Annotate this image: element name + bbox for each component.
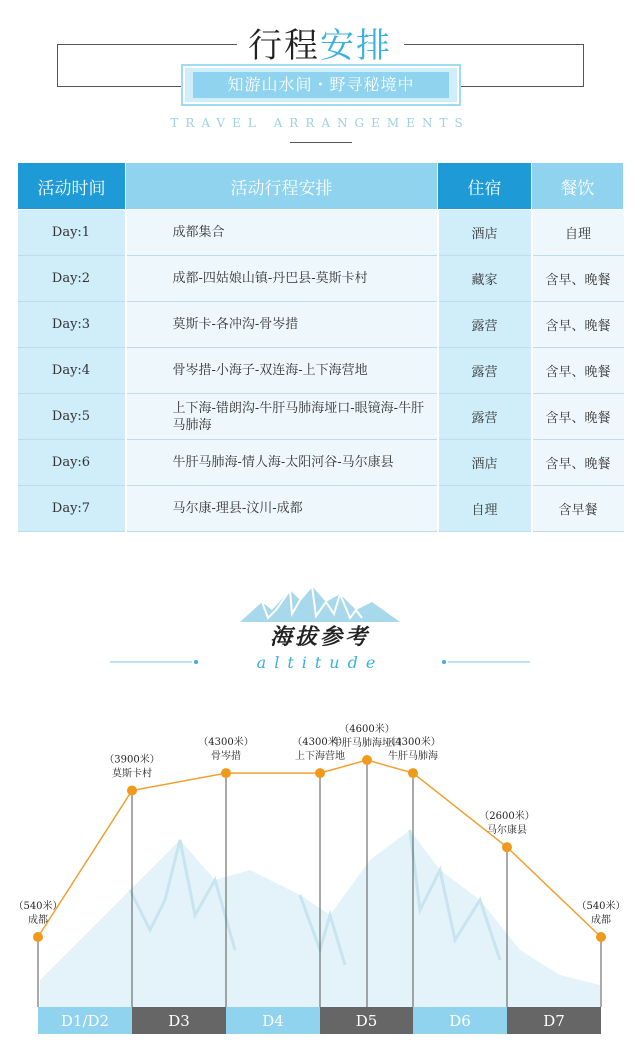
meal-cell: 含早、晚餐: [532, 440, 624, 486]
activity-cell: 马尔康-理县-汶川-成都: [126, 486, 438, 532]
altitude-value-label: （3900米）: [104, 754, 160, 766]
activity-cell: 牛肝马肺海-情人海-太阳河谷-马尔康县: [126, 440, 438, 486]
altitude-place-label: 马尔康县: [487, 825, 527, 837]
altitude-title: 海拔参考: [269, 624, 370, 650]
meal-cell: 自理: [532, 210, 624, 256]
day-label: D6: [449, 1012, 471, 1030]
altitude-place-label: 成都: [591, 915, 611, 926]
table-row: [18, 302, 624, 348]
stay-cell: 酒店: [438, 440, 532, 486]
altitude-place-label: 成都: [28, 915, 48, 926]
day-label: D7: [543, 1012, 565, 1030]
slogan-ribbon: [183, 66, 459, 104]
slogan-text: 知游山水间・野寻秘境中: [193, 72, 449, 98]
altitude-place-label: 牛肝马肺海: [388, 751, 438, 763]
header-activity: 活动行程安排: [126, 163, 438, 210]
day-label: D4: [262, 1012, 284, 1030]
activity-cell: 成都-四姑娘山镇-丹巴县-莫斯卡村: [126, 256, 438, 302]
altitude-point: [33, 932, 43, 942]
day-cell: Day:6: [18, 440, 126, 486]
header-meal: 餐饮: [532, 163, 624, 210]
day-label: D1/D2: [60, 1012, 110, 1030]
activity-cell: 成都集合: [126, 210, 438, 256]
table-row: [18, 394, 624, 440]
day-label: D5: [355, 1012, 378, 1030]
stay-cell: 露营: [438, 348, 532, 394]
header-underline: [290, 142, 352, 143]
header-line-left-bottom: [57, 86, 184, 87]
altitude-point: [127, 786, 137, 796]
altitude-point: [502, 842, 512, 852]
meal-cell: 含早、晚餐: [532, 256, 624, 302]
header-stay: 住宿: [438, 163, 532, 210]
meal-cell: 含早、晚餐: [532, 302, 624, 348]
stay-cell: 藏家: [438, 256, 532, 302]
day-cell: Day:4: [18, 348, 126, 394]
itinerary-header: [0, 0, 640, 150]
table-header-row: [18, 163, 624, 210]
altitude-chart: [0, 700, 640, 1054]
altitude-point: [221, 768, 231, 778]
altitude-point: [596, 932, 606, 942]
table-row: [18, 210, 624, 256]
stay-cell: 自理: [438, 486, 532, 532]
altitude-place-label: 骨岑措: [211, 751, 241, 763]
altitude-value-label: （4300米）: [292, 737, 348, 749]
altitude-place-label: 莫斯卡村: [112, 768, 152, 780]
table-row: [18, 348, 624, 394]
table-row: [18, 256, 624, 302]
activity-cell: 莫斯卡-各冲沟-骨岑措: [126, 302, 438, 348]
altitude-value-label: （2600米）: [479, 811, 535, 823]
altitude-point: [408, 768, 418, 778]
subtitle-english: TRAVEL ARRANGEMENTS: [170, 116, 470, 130]
altitude-subtitle: altitude: [256, 653, 384, 672]
altitude-point: [362, 755, 372, 765]
day-cell: Day:1: [18, 210, 126, 256]
meal-cell: 含早、晚餐: [532, 348, 624, 394]
header-time: 活动时间: [18, 163, 126, 210]
altitude-value-label: （4300米）: [198, 737, 254, 749]
day-bar: [38, 1007, 601, 1034]
day-cell: Day:3: [18, 302, 126, 348]
header-line-right-bottom: [459, 86, 584, 87]
stay-cell: 酒店: [438, 210, 532, 256]
altitude-place-label: 上下海营地: [295, 751, 345, 763]
altitude-place-label: 牛肝马肺海垭口: [332, 738, 402, 749]
altitude-value-label: （540米）: [576, 901, 626, 912]
altitude-header: [0, 580, 640, 680]
day-cell: Day:2: [18, 256, 126, 302]
altitude-value-label: （540米）: [13, 901, 63, 912]
table-row: [18, 486, 624, 532]
activity-cell: 骨岑措-小海子-双连海-上下海营地: [126, 348, 438, 394]
stay-cell: 露营: [438, 394, 532, 440]
altitude-point: [315, 768, 325, 778]
altitude-value-label: （4600米）: [339, 724, 395, 735]
title-part-dark: 行程: [248, 26, 320, 66]
activity-cell: 上下海-错朗沟-牛肝马肺海垭口-眼镜海-牛肝马肺海: [126, 394, 438, 440]
day-label: D3: [168, 1012, 190, 1030]
stay-cell: 露营: [438, 302, 532, 348]
itinerary-table: [17, 162, 624, 532]
title-part-blue: 安排: [320, 26, 392, 66]
meal-cell: 含早餐: [532, 486, 624, 532]
altitude-value-label: （4300米）: [385, 737, 441, 749]
page-title: [0, 18, 640, 67]
table-row: [18, 440, 624, 486]
day-cell: Day:7: [18, 486, 126, 532]
day-cell: Day:5: [18, 394, 126, 440]
meal-cell: 含早、晚餐: [532, 394, 624, 440]
